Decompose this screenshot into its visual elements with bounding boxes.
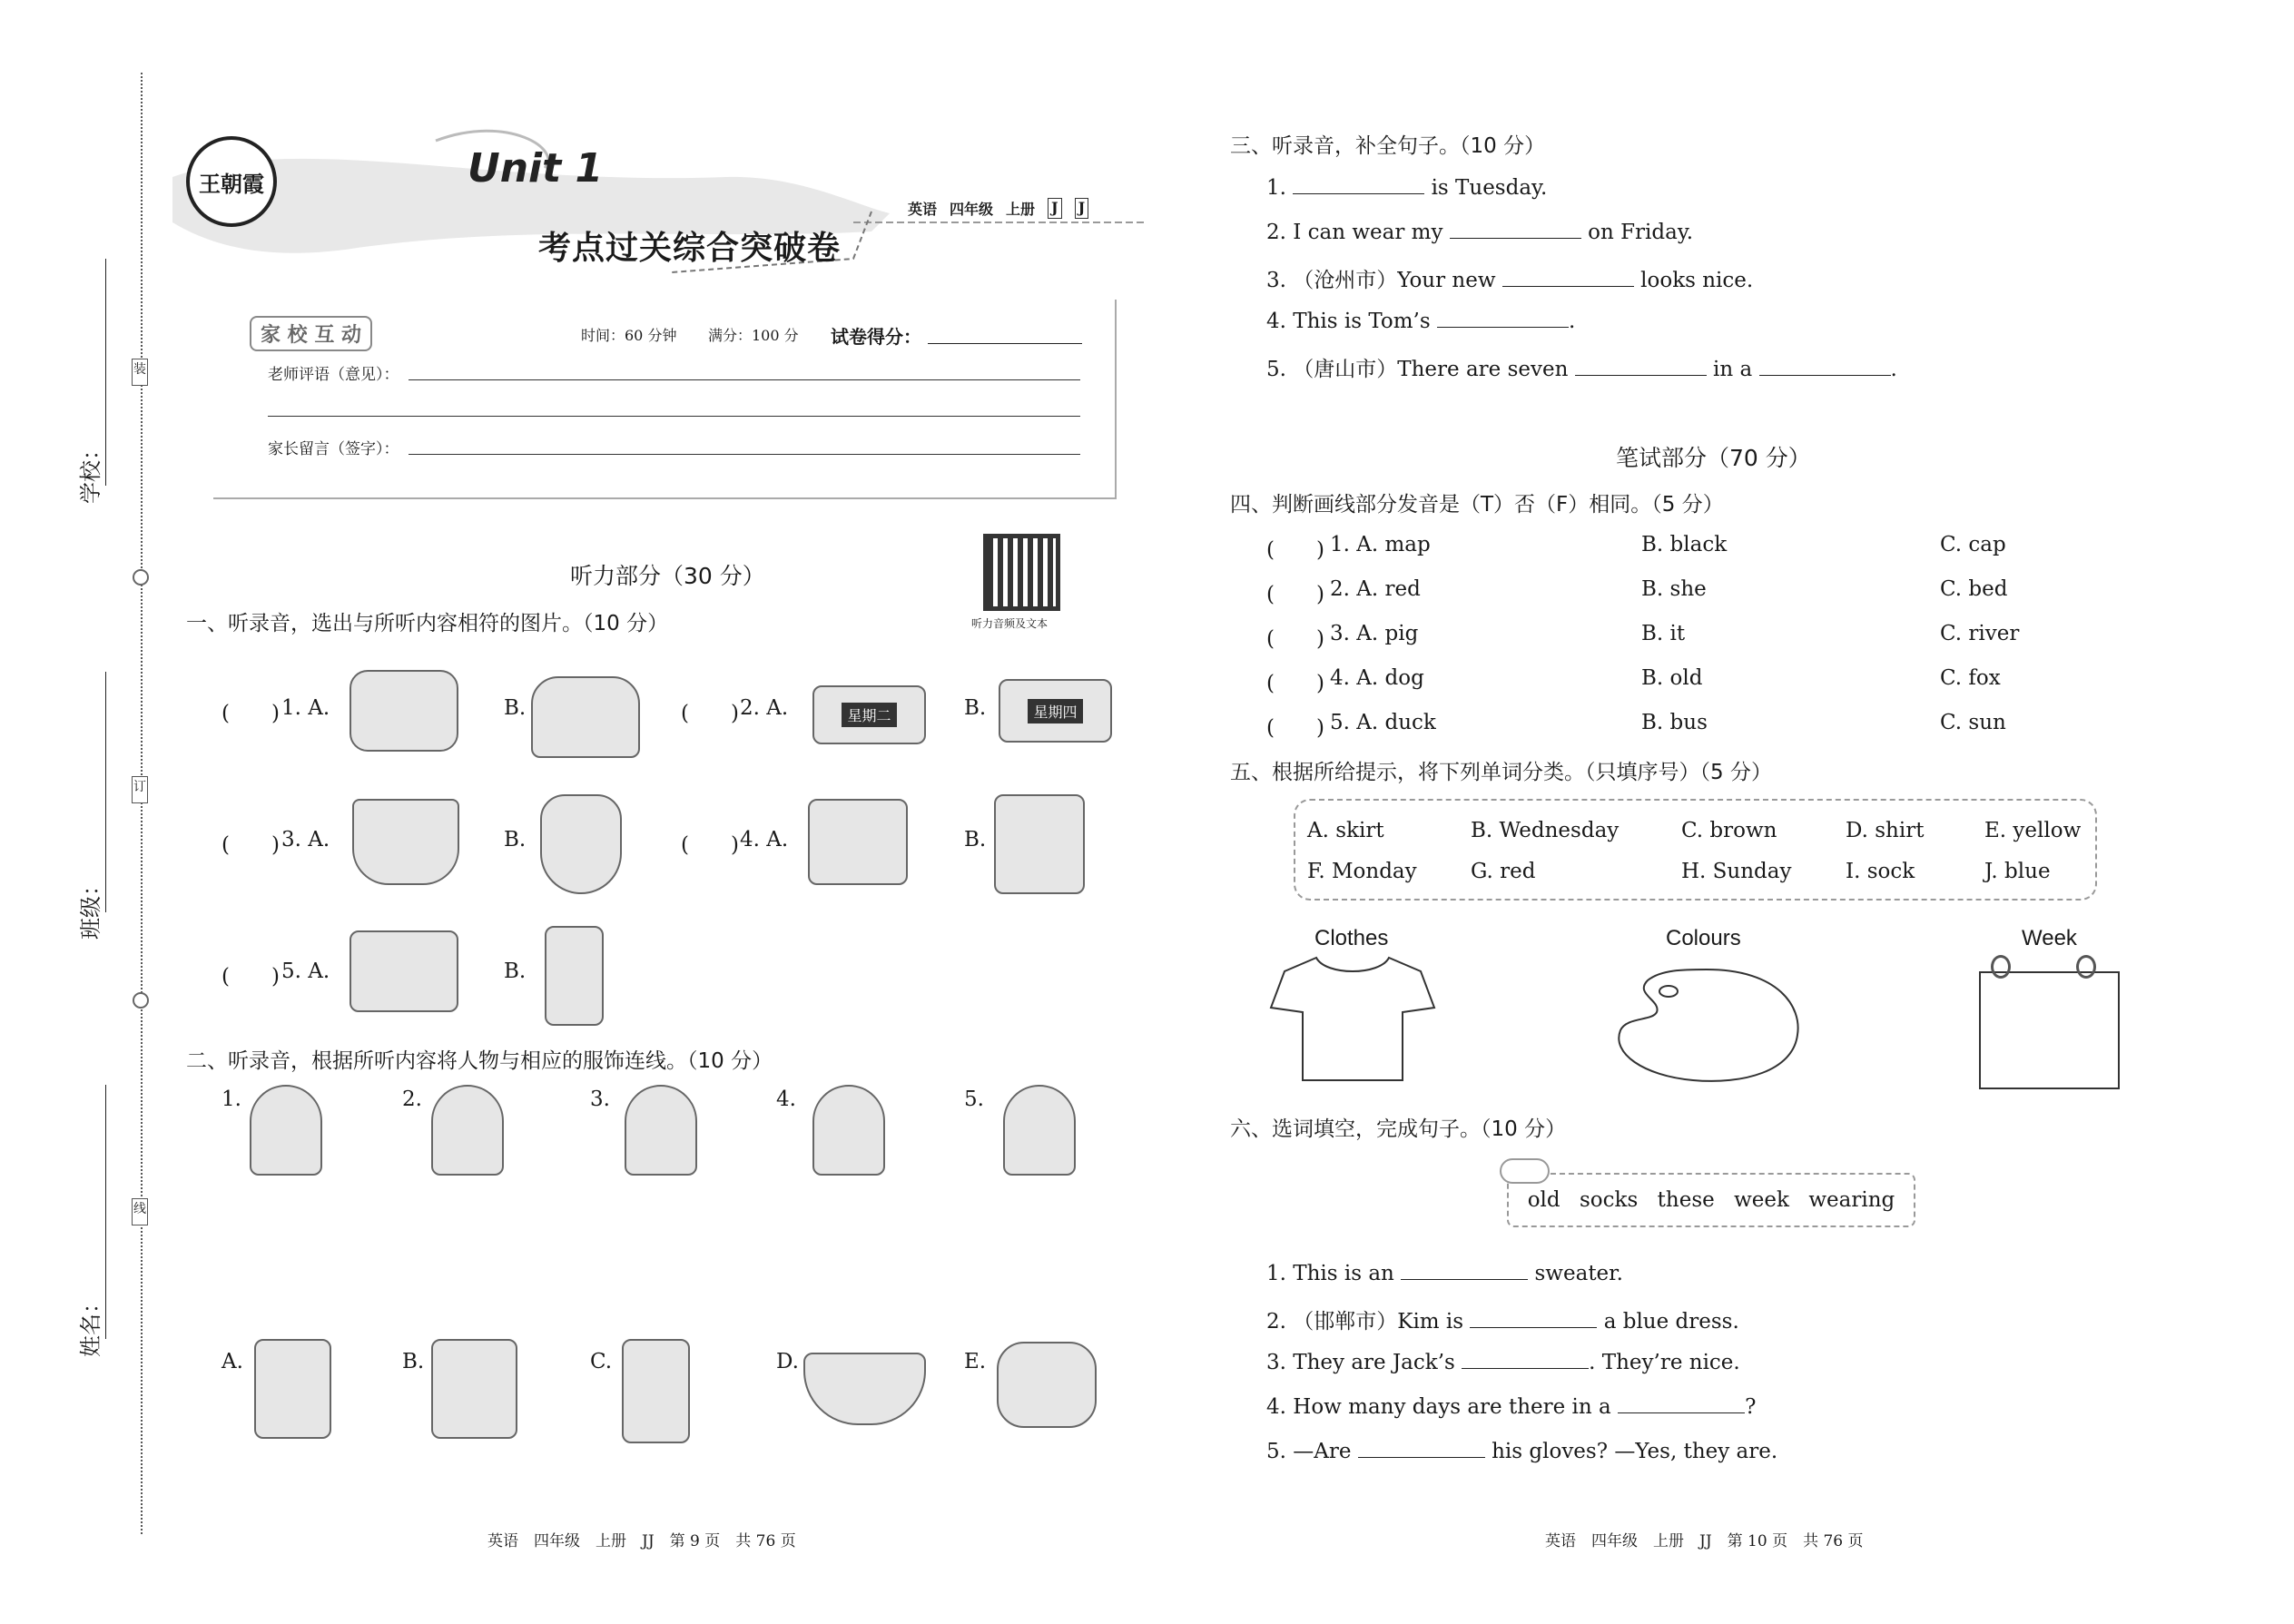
s1-q1-b: B.: [504, 696, 527, 720]
c-prefix: C.: [1940, 533, 1969, 556]
home-school-badge: 家 校 互 动: [250, 316, 372, 351]
dress-icon: [540, 794, 622, 894]
answer-blank[interactable]: [1470, 1308, 1597, 1328]
gloves-icon[interactable]: [997, 1342, 1097, 1428]
word-option: D. shirt: [1846, 819, 1925, 842]
time-info: 时间：60 分钟: [581, 327, 677, 344]
word-option: C. brown: [1681, 819, 1777, 842]
word-b: bus: [1669, 711, 1708, 734]
clothes-letter: E.: [964, 1350, 987, 1373]
margin-mark: 订: [132, 776, 148, 803]
cartoon-face-icon[interactable]: [625, 1085, 697, 1176]
paren[interactable]: ( ): [222, 702, 280, 725]
c-prefix: C.: [1940, 711, 1969, 734]
s1-q3-num: 3. A.: [281, 828, 330, 851]
tag: 四年级: [950, 201, 994, 218]
s3-item-text: 5. （唐山市）There are seven: [1266, 358, 1575, 381]
word-c: river: [1968, 622, 2020, 645]
word-option: E. yellow: [1984, 819, 2082, 842]
calendar-text: 星期四: [1028, 699, 1082, 723]
paren[interactable]: ( ): [222, 965, 280, 989]
s6-item-text: . They’re nice.: [1589, 1351, 1740, 1374]
s6-item: [1266, 1393, 1756, 1419]
s3-item: [1266, 174, 1547, 200]
answer-blank[interactable]: [1502, 267, 1634, 287]
s3-item: [1266, 308, 1575, 333]
answer-blank[interactable]: [1358, 1438, 1485, 1458]
s4-a: [1330, 533, 1431, 556]
test-score-label: 试卷得分：: [831, 326, 921, 348]
clothes-letter: A.: [222, 1350, 243, 1373]
footer-left: 英语 四年级 上册 JJ 第 9 页 共 76 页: [487, 1532, 796, 1550]
sneakers-icon: [531, 676, 640, 758]
word-b: it: [1669, 622, 1686, 645]
cloud-icon: [1500, 1158, 1550, 1184]
s1-q1-num: 1. A.: [281, 696, 330, 720]
s3-item: [1266, 219, 1693, 244]
s6-item-text: a blue dress.: [1597, 1310, 1739, 1334]
s3-item-text: .: [1569, 310, 1576, 333]
s1-q4-num: 4. A.: [740, 828, 789, 851]
shirt-icon[interactable]: [431, 1339, 517, 1439]
coat-icon: [994, 794, 1085, 894]
s4-c: [1940, 666, 2001, 690]
bank-word: old: [1527, 1188, 1561, 1212]
s4-a: [1330, 711, 1436, 734]
word-c: bed: [1968, 577, 2008, 601]
s6-item-text: his gloves? —Yes, they are.: [1484, 1440, 1778, 1463]
s3-item: [1266, 263, 1753, 293]
answer-blank[interactable]: [1437, 308, 1569, 328]
s4-b: [1641, 666, 1702, 690]
s1-q2-b: B.: [964, 696, 987, 720]
s6-item: [1266, 1349, 1740, 1374]
logo-text: 王朝霞: [199, 170, 264, 197]
name-line[interactable]: [105, 1085, 106, 1339]
s6-item-text: 4. How many days are there in a: [1266, 1395, 1619, 1419]
word-box: [1294, 799, 2097, 901]
tag: J: [1048, 198, 1062, 219]
word-a: duck: [1384, 711, 1436, 734]
paren[interactable]: ( ): [1266, 583, 1324, 606]
s4-a: [1330, 666, 1424, 690]
s6-item-text: sweater.: [1528, 1262, 1623, 1285]
word-option: H. Sunday: [1681, 860, 1792, 883]
teacher-comment-label: 老师评语（意见）：: [268, 366, 399, 384]
word-b: she: [1669, 577, 1707, 601]
s3-item: [1266, 352, 1897, 382]
tag: 上册: [1006, 201, 1036, 218]
category-label: Week: [2022, 926, 2077, 950]
qr-caption: 听力音频及文本: [971, 617, 1049, 630]
binding-line: [141, 73, 143, 1534]
person-num: 4.: [776, 1088, 796, 1111]
word-option: I. sock: [1846, 860, 1915, 883]
s3-item-text: .: [1890, 358, 1897, 381]
s3-item-text: is Tuesday.: [1424, 176, 1548, 200]
school-label: 学校：: [78, 438, 103, 504]
s4-num: 2. A.: [1330, 577, 1385, 601]
s1-title: 一、听录音，选出与所听内容相符的图片。（10 分）: [186, 612, 669, 635]
unit-title: Unit 1: [468, 145, 604, 192]
s1-q3-b: B.: [504, 828, 527, 851]
b-prefix: B.: [1641, 622, 1670, 645]
paren[interactable]: ( ): [1266, 672, 1324, 695]
bank-word: these: [1657, 1188, 1715, 1212]
paren[interactable]: ( ): [681, 833, 739, 857]
s6-item-text: 2. （邯郸市）Kim is: [1266, 1310, 1471, 1334]
margin-mark: 线: [132, 1198, 148, 1225]
s6-item: [1266, 1304, 1739, 1334]
s3-item-text: 1.: [1266, 176, 1294, 200]
b-prefix: B.: [1641, 533, 1670, 556]
s4-b: [1641, 622, 1685, 645]
s6-item-text: 1. This is an: [1266, 1262, 1402, 1285]
answer-blank[interactable]: [1401, 1260, 1528, 1280]
exam-title: 考点过关综合突破卷: [538, 229, 842, 267]
margin-circle: [133, 569, 149, 586]
school-line[interactable]: [105, 259, 106, 486]
girl-face-icon[interactable]: [250, 1085, 322, 1176]
s4-c: [1940, 711, 2006, 734]
footer-right: 英语 四年级 上册 JJ 第 10 页 共 76 页: [1545, 1532, 1864, 1550]
s4-num: 4. A.: [1330, 666, 1385, 690]
written-title: 笔试部分（70 分）: [1616, 445, 1811, 471]
answer-blank[interactable]: [1759, 356, 1891, 376]
calendar-page-icon[interactable]: [1979, 971, 2120, 1089]
pants-icon: [545, 926, 604, 1026]
skirt-icon: [352, 799, 459, 885]
word-c: fox: [1968, 666, 2001, 690]
tag: J: [1075, 198, 1089, 219]
c-prefix: C.: [1940, 666, 1969, 690]
qr-code[interactable]: [983, 534, 1060, 611]
answer-blank[interactable]: [1575, 356, 1707, 376]
tshirt-icon[interactable]: [1266, 953, 1439, 1085]
word-option: G. red: [1471, 860, 1536, 883]
skirt-icon[interactable]: [803, 1353, 926, 1425]
word-a: map: [1384, 533, 1431, 556]
teacher-comment-line[interactable]: [268, 416, 1080, 417]
word-option: J. blue: [1984, 860, 2051, 883]
category-label: Clothes: [1314, 926, 1389, 950]
parent-comment-label: 家长留言（签字）：: [268, 440, 399, 458]
c-prefix: C.: [1940, 622, 1969, 645]
b-prefix: B.: [1641, 666, 1670, 690]
answer-blank[interactable]: [1293, 174, 1424, 194]
bank-word: socks: [1580, 1188, 1639, 1212]
man-face-icon[interactable]: [1003, 1085, 1076, 1176]
word-option: B. Wednesday: [1471, 819, 1620, 842]
shorts-icon: [350, 930, 458, 1012]
s1-q5-num: 5. A.: [281, 960, 330, 983]
s3-title: 三、听录音，补全句子。（10 分）: [1230, 134, 1546, 158]
clothes-letter: C.: [590, 1350, 613, 1373]
paren[interactable]: ( ): [681, 702, 739, 725]
listening-title: 听力部分（30 分）: [570, 563, 765, 589]
word-b: black: [1669, 533, 1728, 556]
calendar-icon: [999, 679, 1112, 743]
s4-c: [1940, 533, 2006, 556]
word-option: A. skirt: [1307, 819, 1384, 842]
s4-c: [1940, 577, 2007, 601]
s1-q4-b: B.: [964, 828, 987, 851]
clothes-letter: B.: [402, 1350, 425, 1373]
class-label: 班级：: [78, 874, 103, 940]
person-num: 3.: [590, 1088, 610, 1111]
s4-c: [1940, 622, 2019, 645]
book-tags: [908, 198, 1088, 219]
s4-a: [1330, 622, 1418, 645]
paren[interactable]: ( ): [1266, 716, 1324, 740]
word-a: pig: [1384, 622, 1419, 645]
s6-item: [1266, 1438, 1777, 1463]
s4-title: 四、判断画线部分发音是（T）否（F）相同。（5 分）: [1230, 493, 1724, 517]
s6-item-text: 3. They are Jack’s: [1266, 1351, 1462, 1374]
s5-title: 五、根据所给提示，将下列单词分类。（只填序号）（5 分）: [1230, 761, 1772, 784]
s4-num: 3. A.: [1330, 622, 1385, 645]
logo-seal: [186, 136, 277, 227]
s3-item-text: on Friday.: [1580, 221, 1694, 244]
person-num: 1.: [222, 1088, 241, 1111]
score-info: 满分：100 分: [708, 327, 799, 344]
s4-b: [1641, 533, 1727, 556]
word-option: F. Monday: [1307, 860, 1417, 883]
answer-blank[interactable]: [1450, 219, 1581, 239]
s6-title: 六、选词填空，完成句子。（10 分）: [1230, 1117, 1567, 1141]
teacher-comment-line[interactable]: [409, 379, 1080, 380]
word-c: sun: [1968, 711, 2006, 734]
b-prefix: B.: [1641, 577, 1670, 601]
s1-q2-num: 2. A.: [740, 696, 789, 720]
paren[interactable]: ( ): [1266, 627, 1324, 651]
s6-item: [1266, 1260, 1623, 1285]
paren[interactable]: ( ): [1266, 538, 1324, 562]
c-prefix: C.: [1940, 577, 1969, 601]
palette-icon[interactable]: [1607, 962, 1807, 1089]
word-c: cap: [1968, 533, 2006, 556]
person-num: 2.: [402, 1088, 422, 1111]
boy-face-icon[interactable]: [812, 1085, 885, 1176]
trousers-icon[interactable]: [254, 1339, 331, 1439]
s1-q5-b: B.: [504, 960, 527, 983]
b-prefix: B.: [1641, 711, 1670, 734]
s4-num: 5. A.: [1330, 711, 1385, 734]
name-label: 姓名：: [78, 1292, 103, 1357]
word-a: dog: [1384, 666, 1424, 690]
socks-icon: [350, 670, 458, 752]
test-score-field[interactable]: [928, 343, 1082, 344]
bank-word: week: [1734, 1188, 1789, 1212]
answer-blank[interactable]: [1462, 1349, 1589, 1369]
person-num: 5.: [964, 1088, 984, 1111]
ring-icon: [1991, 955, 2011, 979]
margin-circle: [133, 992, 149, 1009]
s3-item-text: 3. （沧州市）Your new: [1266, 269, 1502, 292]
ring-icon: [2076, 955, 2096, 979]
margin-mark: 装: [132, 359, 148, 386]
clothes-letter: D.: [776, 1350, 799, 1373]
answer-blank[interactable]: [1618, 1393, 1745, 1413]
s6-item-text: 5. —Are: [1266, 1440, 1358, 1463]
calendar-text: 星期二: [842, 703, 896, 727]
s4-b: [1641, 577, 1707, 601]
s3-item-text: 2. I can wear my: [1266, 221, 1450, 244]
s4-a: [1330, 577, 1421, 601]
parent-comment-line[interactable]: [409, 454, 1080, 455]
s3-item-text: in a: [1706, 358, 1759, 381]
s4-num: 1. A.: [1330, 533, 1385, 556]
word-a: red: [1384, 577, 1421, 601]
tag: 英语: [908, 201, 938, 218]
bank-word: wearing: [1808, 1188, 1895, 1212]
sweater-icon: [808, 799, 908, 885]
word-bank: [1507, 1173, 1915, 1227]
s3-item-text: 4. This is Tom’s: [1266, 310, 1437, 333]
class-line[interactable]: [105, 672, 106, 912]
s4-b: [1641, 711, 1708, 734]
paren[interactable]: ( ): [222, 833, 280, 857]
category-label: Colours: [1666, 926, 1741, 950]
scarf-icon[interactable]: [622, 1339, 690, 1443]
s2-title: 二、听录音，根据所听内容将人物与相应的服饰连线。（10 分）: [186, 1049, 773, 1073]
s3-item-text: looks nice.: [1633, 269, 1754, 292]
woman-face-icon[interactable]: [431, 1085, 504, 1176]
s6-item-text: ?: [1745, 1395, 1757, 1419]
calendar-icon: [812, 685, 926, 744]
word-b: old: [1669, 666, 1703, 690]
